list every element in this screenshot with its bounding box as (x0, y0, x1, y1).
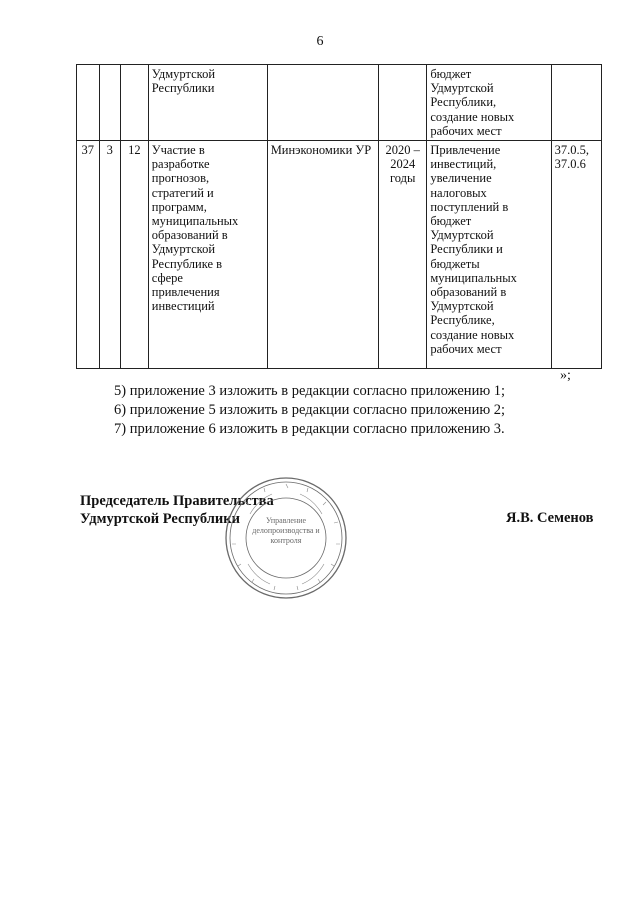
amendment-list (114, 382, 505, 439)
table-row (77, 141, 602, 369)
activity-cell: Участие в разработке прогнозов, стратегий и программ, муниципальных образований в Удмуртской Республике в сфере привлечения инвестиций (148, 141, 267, 369)
position-line: Удмуртской Республики (80, 511, 240, 527)
row-sub1: 3 (99, 141, 120, 369)
document-table (76, 64, 602, 369)
closing-quote: »; (560, 368, 571, 383)
page-number: 6 (316, 34, 324, 49)
activity-cell: Удмуртской Республики (148, 65, 267, 141)
amendment-item: 5) приложение 3 изложить в редакции согласно приложению 1; (114, 383, 506, 399)
row-number (77, 65, 100, 141)
signatory-name: Я.В. Семенов (506, 510, 594, 526)
official-seal-icon (222, 474, 350, 602)
row-sub2: 12 (120, 141, 148, 369)
executor-cell: Минэкономики УР (267, 141, 378, 369)
period-cell: 2020 – 2024 годы (379, 141, 427, 369)
result-cell: бюджет Удмуртской Республики, создание новых рабочих мест (427, 65, 551, 141)
result-cell: Привлечение инвестиций, увеличение налоговых поступлений в бюджет Удмуртской Республики и бюджеты муниципальных образований в Удмуртской Республике, создание новых рабочих мест (427, 141, 551, 369)
position-line: Председатель Правительства (80, 493, 274, 509)
code-cell (551, 65, 601, 141)
amendment-item: 7) приложение 6 изложить в редакции согласно приложению 3. (114, 421, 505, 437)
executor-cell (267, 65, 378, 141)
amendment-item: 6) приложение 5 изложить в редакции согласно приложению 2; (114, 402, 506, 418)
row-number: 37 (77, 141, 100, 369)
period-cell (379, 65, 427, 141)
row-sub1 (99, 65, 120, 141)
seal-text: Управление делопроизводства и контроля (252, 516, 320, 545)
code-cell: 37.0.5, 37.0.6 (551, 141, 601, 369)
table-row (77, 65, 602, 141)
row-sub2 (120, 65, 148, 141)
